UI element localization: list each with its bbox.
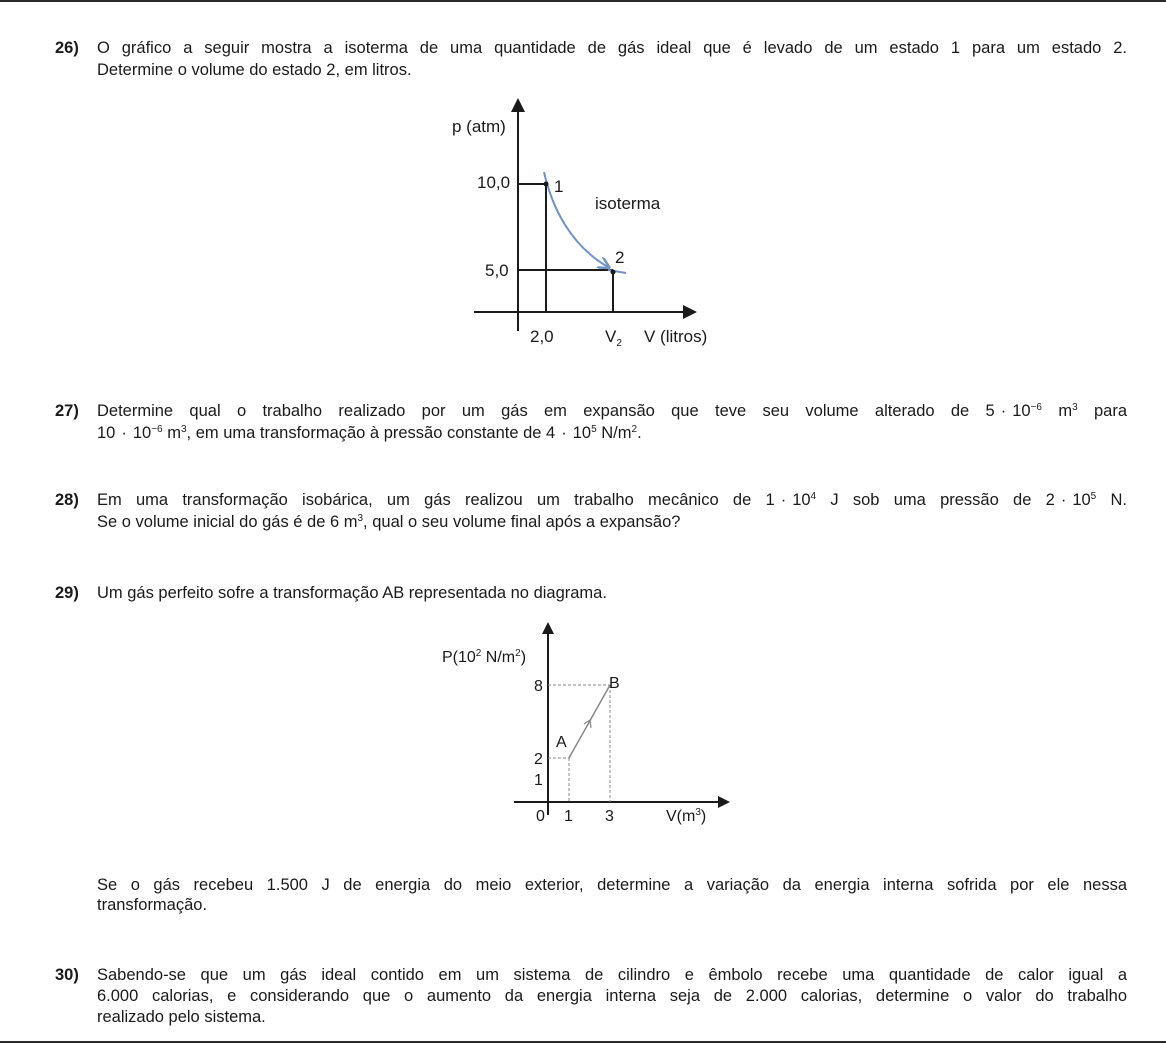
question-text-line: Em uma transformação isobárica, um gás realizou um trabalho mecânico de $1 \cdot 10^4$ J sob uma pressão de $2 \cdot 10^5$ N. (97, 491, 1127, 509)
question-number: 29) (55, 584, 79, 602)
y-tick-10: 10,0 (477, 173, 511, 192)
top-border (0, 0, 1166, 2)
question-text-line: Sabendo-se que um gás ideal contido em um sistema de cilindro e êmbolo recebe uma quantidade de calor igual a (97, 966, 1127, 984)
point-2 (611, 270, 616, 275)
question-29 (55, 583, 1135, 605)
question-text-line: O gráfico a seguir mostra a isoterma de uma quantidade de gás ideal que é levado de um estado 1 para um estado 2. (97, 39, 1127, 57)
bottom-border (0, 1041, 1166, 1043)
question-number: 27) (55, 402, 79, 420)
x-axis-label: V (litros) (644, 327, 708, 346)
question-text-line: realizado pelo sistema. (97, 1008, 266, 1026)
x-tick-3: 3 (605, 808, 614, 825)
point-1-label: 1 (554, 177, 564, 196)
y-tick-1: 1 (534, 772, 543, 789)
question-text-line: Determine o volume do estado 2, em litros. (97, 61, 412, 79)
question-27 (55, 401, 1135, 445)
x-tick-v2: $V_2$ (605, 327, 622, 349)
x-tick-2: 2,0 (530, 327, 554, 346)
point-1 (544, 182, 549, 187)
question-number: 30) (55, 966, 79, 984)
x-tick-0: 0 (536, 808, 545, 825)
point-a-label: A (556, 734, 567, 751)
question-26 (55, 38, 1135, 82)
x-axis-label: $V(m^3)$ (666, 807, 707, 825)
question-29-followup (97, 875, 1127, 915)
y-tick-2: 2 (534, 751, 543, 768)
question-text-line: 6.000 calorias, e considerando que o aumento da energia interna seja de 2.000 calorias, determine o valor do trabalho (97, 987, 1127, 1005)
question-28 (55, 490, 1135, 534)
question-text-line: $10 \cdot 10^{-6}$ $m^3$, em uma transformação à pressão constante de $4 \cdot 10^5$ $N/m^2$. (97, 424, 642, 442)
question-text-line: transformação. (97, 896, 208, 914)
y-axis-label: $P(10^2$ $N/m^2$) (442, 648, 527, 666)
question-text-line: Se o gás recebeu 1.500 J de energia do meio exterior, determine a variação da energia interna sofrida por ele nessa (97, 876, 1127, 894)
y-tick-8: 8 (534, 678, 543, 695)
point-2-label: 2 (615, 248, 625, 267)
point-b-label: B (609, 675, 620, 692)
y-tick-5: 5,0 (485, 261, 509, 280)
ab-path (569, 685, 610, 758)
x-tick-1: 1 (564, 808, 573, 825)
ab-transformation-graph (430, 620, 740, 835)
question-number: 28) (55, 491, 79, 509)
question-30 (55, 965, 1135, 1031)
isotherm-graph (440, 95, 740, 355)
question-text-line: Determine qual o trabalho realizado por um gás em expansão que teve seu volume alterado de $5 \cdot 10^{-6}$ $m^3$ para (97, 402, 1127, 420)
isotherm-label: isoterma (595, 194, 661, 213)
question-text-line: Se o volume inicial do gás é de 6 $m^3$, qual o seu volume final após a expansão? (97, 513, 681, 531)
y-axis-label: p (atm) (452, 117, 506, 136)
question-number: 26) (55, 39, 79, 57)
question-text-line: Um gás perfeito sofre a transformação AB representada no diagrama. (97, 584, 607, 602)
